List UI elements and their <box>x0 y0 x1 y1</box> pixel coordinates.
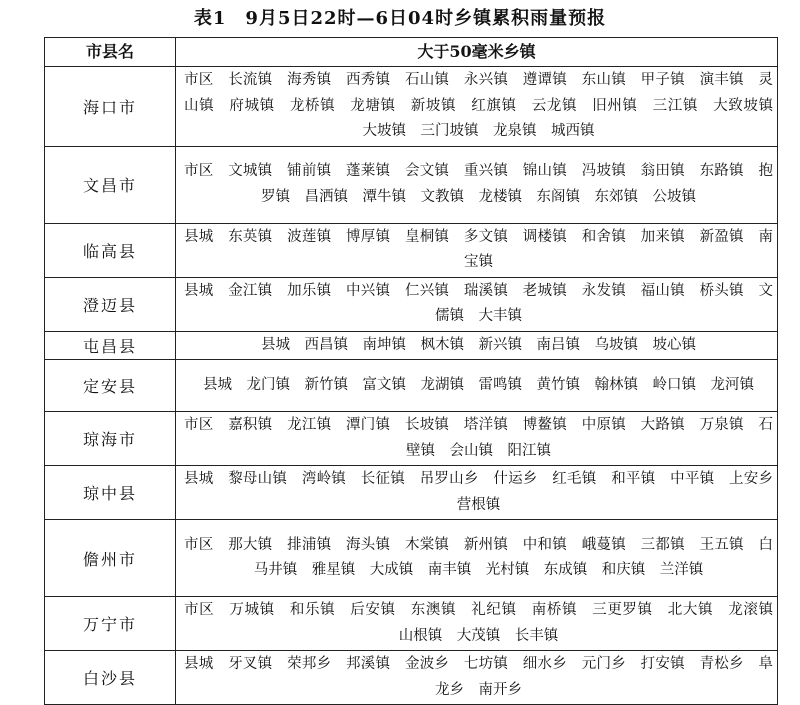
county-name: 琼中县 <box>45 466 176 520</box>
table-row <box>45 651 778 705</box>
town-list: 市区 文城镇 铺前镇 蓬莱镇 会文镇 重兴镇 锦山镇 冯坡镇 翁田镇 东路镇 抱罗镇 昌洒镇 潭牛镇 文教镇 龙楼镇 东阁镇 东郊镇 公坡镇 <box>176 146 778 223</box>
rainfall-forecast-table <box>44 37 788 705</box>
table-row <box>45 146 778 223</box>
table-row <box>45 277 778 331</box>
county-name: 儋州市 <box>45 520 176 597</box>
county-name: 海口市 <box>45 67 176 147</box>
table-row <box>45 466 778 520</box>
town-list: 县城 东英镇 波莲镇 博厚镇 皇桐镇 多文镇 调楼镇 和舍镇 加来镇 新盈镇 南宝镇 <box>176 223 778 277</box>
town-list: 县城 西昌镇 南坤镇 枫木镇 新兴镇 南吕镇 乌坡镇 坡心镇 <box>176 331 778 360</box>
county-name: 临高县 <box>45 223 176 277</box>
county-name: 澄迈县 <box>45 277 176 331</box>
header-towns: 大于50毫米乡镇 <box>176 38 778 67</box>
town-list: 市区 万城镇 和乐镇 后安镇 东澳镇 礼纪镇 南桥镇 三更罗镇 北大镇 龙滚镇 山根镇 大茂镇 长丰镇 <box>176 597 778 651</box>
town-list: 县城 龙门镇 新竹镇 富文镇 龙湖镇 雷鸣镇 黄竹镇 翰林镇 岭口镇 龙河镇 <box>176 360 778 412</box>
table-body <box>45 67 788 705</box>
town-list: 县城 黎母山镇 湾岭镇 长征镇 吊罗山乡 什运乡 红毛镇 和平镇 中平镇 上安乡 营根镇 <box>176 466 778 520</box>
table-row <box>45 67 778 147</box>
town-list: 县城 牙叉镇 荣邦乡 邦溪镇 金波乡 七坊镇 细水乡 元门乡 打安镇 青松乡 阜龙乡 南开乡 <box>176 651 778 705</box>
town-list: 市区 那大镇 排浦镇 海头镇 木棠镇 新州镇 中和镇 峨蔓镇 三都镇 王五镇 白马井镇 雅星镇 大成镇 南丰镇 光村镇 东成镇 和庆镇 兰洋镇 <box>176 520 778 597</box>
town-list: 市区 嘉积镇 龙江镇 潭门镇 长坡镇 塔洋镇 博鳌镇 中原镇 大路镇 万泉镇 石壁镇 会山镇 阳江镇 <box>176 412 778 466</box>
table-row <box>45 412 778 466</box>
table-row <box>45 360 778 412</box>
table-row <box>45 520 778 597</box>
table-title: 表1 9月5日22时—6日04时乡镇累积雨量预报 <box>193 8 607 29</box>
town-list: 市区 长流镇 海秀镇 西秀镇 石山镇 永兴镇 遵谭镇 东山镇 甲子镇 演丰镇 灵山镇 府城镇 龙桥镇 龙塘镇 新坡镇 红旗镇 云龙镇 旧州镇 三江镇 大致坡镇 大坡镇 三门坡镇 龙泉镇 城西镇 <box>176 67 778 147</box>
table-header-row <box>45 38 778 67</box>
county-name: 文昌市 <box>45 146 176 223</box>
table-row <box>45 597 778 651</box>
table-row <box>45 331 778 360</box>
county-name: 定安县 <box>45 360 176 412</box>
county-name: 白沙县 <box>45 651 176 705</box>
header-county: 市县名 <box>45 38 176 67</box>
county-name: 琼海市 <box>45 412 176 466</box>
table-row <box>45 223 778 277</box>
county-name: 万宁市 <box>45 597 176 651</box>
county-name: 屯昌县 <box>45 331 176 360</box>
town-list: 县城 金江镇 加乐镇 中兴镇 仁兴镇 瑞溪镇 老城镇 永发镇 福山镇 桥头镇 文儒镇 大丰镇 <box>176 277 778 331</box>
